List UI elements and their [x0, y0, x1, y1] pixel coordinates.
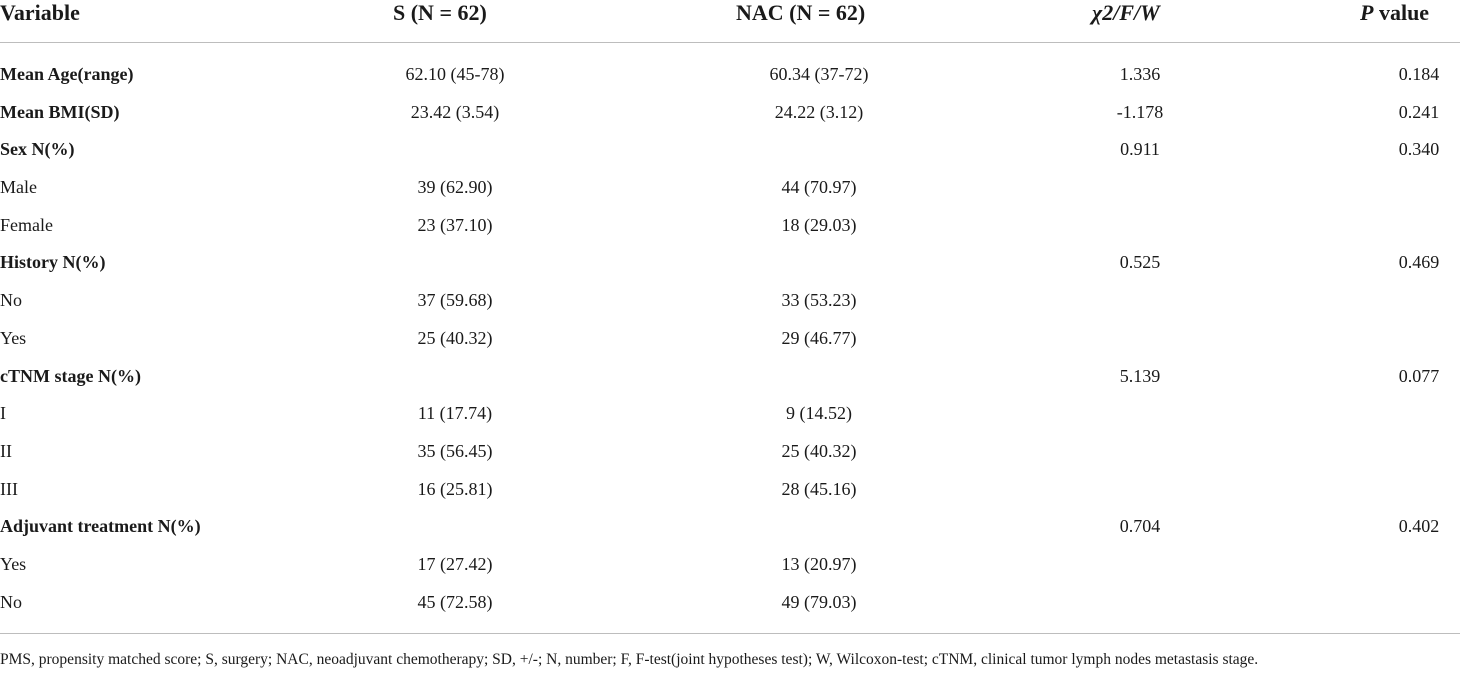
table-row: [0, 324, 1460, 362]
cell-p-value: 0.469: [1398, 252, 1440, 273]
cell-variable: I: [0, 403, 6, 424]
cell-variable: cTNM stage N(%): [0, 365, 141, 386]
cell-test-statistic: 0.704: [1119, 516, 1161, 537]
header-p-letter: P: [1360, 0, 1374, 25]
header-p-word: value: [1373, 0, 1430, 25]
cell-p-value: 0.077: [1398, 365, 1440, 386]
cell-s: 16 (25.81): [417, 478, 493, 499]
cell-s: 37 (59.68): [417, 290, 493, 311]
cell-variable: Female: [0, 214, 53, 235]
cell-nac: 60.34 (37-72): [769, 64, 869, 84]
table-body: [0, 60, 1460, 625]
cell-variable: Sex N(%): [0, 139, 75, 160]
cell-nac: 33 (53.23): [781, 290, 857, 311]
table-header-row: [0, 0, 1460, 36]
cell-test-statistic: 1.336: [1119, 64, 1161, 84]
header-variable: Variable: [0, 0, 80, 25]
cell-nac: 49 (79.03): [781, 591, 857, 612]
table-row: [0, 550, 1460, 588]
cell-test-statistic: -1.178: [1116, 101, 1164, 122]
cell-variable: Male: [0, 177, 37, 198]
table-row: [0, 173, 1460, 211]
cell-p-value: 0.241: [1398, 101, 1440, 122]
header-nac-group: NAC (N = 62): [736, 0, 866, 25]
cell-variable: No: [0, 591, 22, 612]
cell-variable: Adjuvant treatment N(%): [0, 516, 201, 537]
cell-variable: History N(%): [0, 252, 106, 273]
table-row: [0, 437, 1460, 475]
cell-test-statistic: 0.911: [1120, 139, 1160, 160]
cell-s: 35 (56.45): [417, 440, 493, 461]
cell-s: 25 (40.32): [417, 327, 493, 348]
cell-nac: 9 (14.52): [786, 403, 852, 424]
cell-s: 39 (62.90): [417, 177, 493, 198]
table-row: [0, 475, 1460, 513]
cell-nac: 25 (40.32): [781, 440, 857, 461]
table-bottom-rule: [0, 633, 1460, 634]
table-row: [0, 588, 1460, 626]
cell-p-value: 0.402: [1398, 516, 1440, 537]
cell-variable: Mean Age(range): [0, 64, 134, 84]
cell-variable: Mean BMI(SD): [0, 101, 120, 122]
table-top-rule: [0, 42, 1460, 43]
cell-s: 11 (17.74): [417, 403, 493, 424]
cell-variable: II: [0, 440, 12, 461]
cell-variable: No: [0, 290, 22, 311]
table-row: [0, 512, 1460, 550]
table-row: [0, 286, 1460, 324]
cell-test-statistic: 5.139: [1119, 365, 1161, 386]
cell-nac: 18 (29.03): [781, 214, 857, 235]
cell-variable: Yes: [0, 553, 27, 574]
cell-s: 45 (72.58): [417, 591, 493, 612]
cell-nac: 29 (46.77): [781, 327, 857, 348]
table-row: [0, 60, 1460, 98]
header-test-statistic: χ2/F/W: [1092, 0, 1160, 25]
cell-nac: 44 (70.97): [781, 177, 857, 198]
cell-variable: Yes: [0, 327, 27, 348]
cell-test-statistic: 0.525: [1119, 252, 1161, 273]
cell-p-value: 0.184: [1398, 64, 1440, 84]
table-row: [0, 399, 1460, 437]
table-row: [0, 248, 1460, 286]
header-p-value: [1360, 0, 1429, 26]
table-row: [0, 211, 1460, 249]
cell-s: 23 (37.10): [417, 214, 493, 235]
cell-nac: 24.22 (3.12): [774, 101, 864, 122]
cell-nac: 28 (45.16): [781, 478, 857, 499]
cell-variable: III: [0, 478, 18, 499]
table-row: [0, 135, 1460, 173]
cell-s: 62.10 (45-78): [405, 64, 505, 84]
table-footnote: PMS, propensity matched score; S, surgery; NAC, neoadjuvant chemotherapy; SD, +/-; N, number; F, F-test(joint hypotheses test); W, Wilcoxon-test; cTNM, clinical tumor lymph nodes metastasis stage.: [0, 651, 1259, 668]
cell-p-value: 0.340: [1398, 139, 1440, 160]
cell-s: 23.42 (3.54): [410, 101, 500, 122]
cell-s: 17 (27.42): [417, 553, 493, 574]
table-row: [0, 362, 1460, 400]
cell-nac: 13 (20.97): [781, 553, 857, 574]
header-s-group: S (N = 62): [393, 0, 487, 25]
table-row: [0, 98, 1460, 136]
